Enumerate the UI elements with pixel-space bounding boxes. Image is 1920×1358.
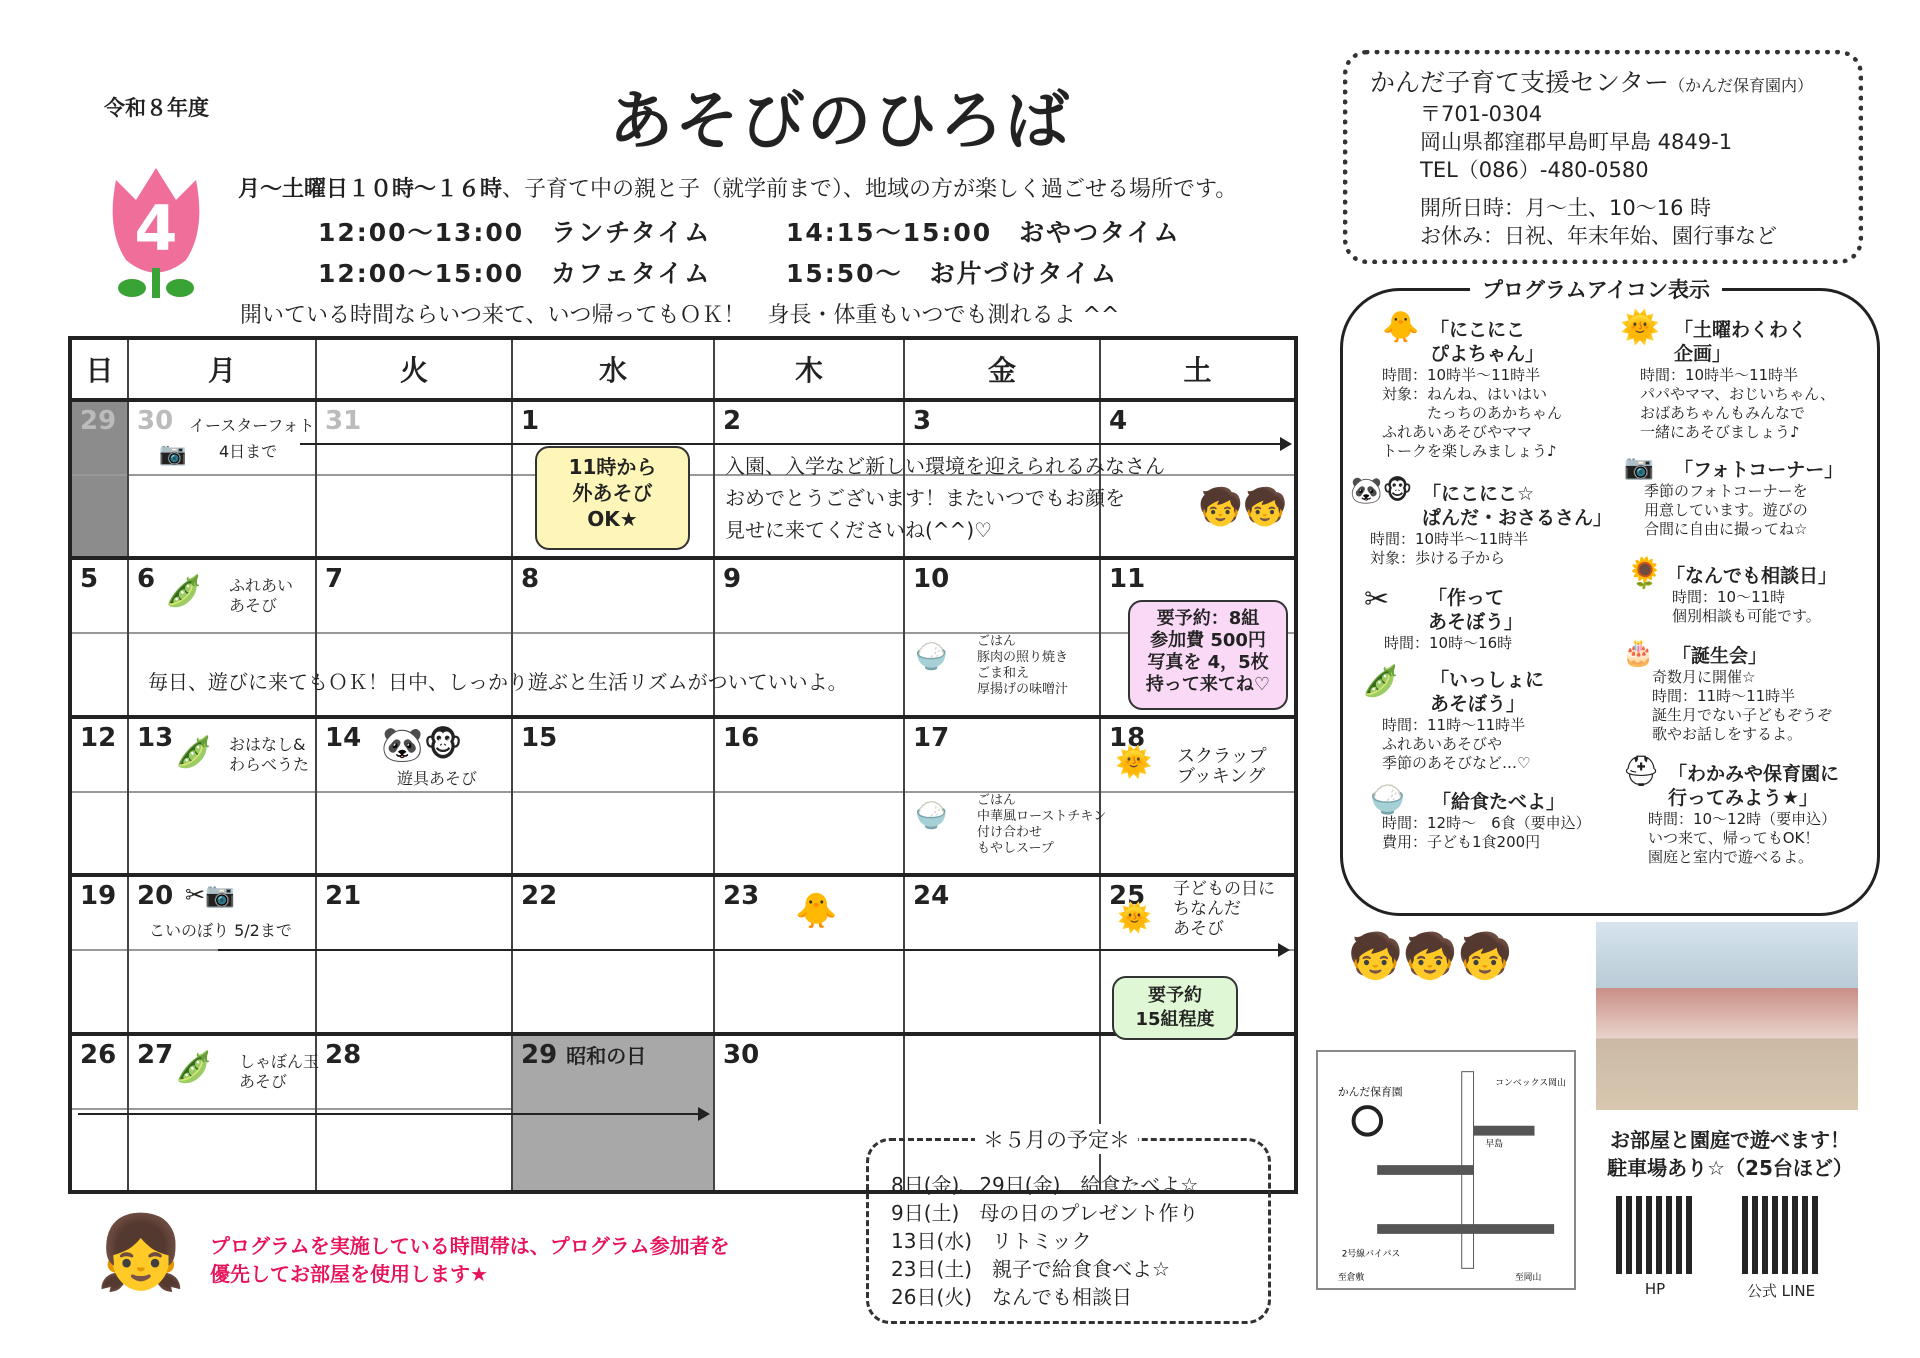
day-cell: 26 <box>70 1034 128 1192</box>
day-cell: 10 🍚 ごはん 豚肉の照り焼き ごま和え 厚揚げの味噌汁 <box>904 558 1100 716</box>
center-sub: （かんだ保育園内） <box>1669 76 1814 95</box>
day-cell: 13 おはなし& わらべうた 🫛 <box>128 717 316 875</box>
fureai-label: ふれあい あそび <box>229 576 294 616</box>
day-cell: 29 昭和の日 <box>512 1034 714 1192</box>
menu-0417: ごはん 中華風ローストチキン 付け合わせ もやしスープ <box>977 792 1107 856</box>
scissors-camera-icon: ✂📷 <box>185 881 235 910</box>
may-item: 13日(水) リトミック <box>891 1229 1092 1253</box>
day-cell: 16 <box>714 717 904 875</box>
day-cell: 5 <box>70 558 128 716</box>
easter-until: 4日まで <box>219 442 278 461</box>
nursery-photo <box>1596 922 1858 1110</box>
map-okayama: 至岡山 <box>1514 1273 1542 1284</box>
weekday-header: 金 <box>904 338 1100 400</box>
photo-caption: お部屋と園庭で遊べます！ 駐車場あり☆（25台ほど） <box>1607 1128 1853 1180</box>
sun-icon: 🌞 <box>1620 308 1660 346</box>
rice-bowl-icon: 🍚 <box>915 642 948 673</box>
map-road: 2号線バイパス <box>1341 1249 1401 1260</box>
may-item: 9日(土) 母の日のプレゼント作り <box>891 1201 1199 1225</box>
day-cell: 24 <box>904 875 1100 1033</box>
program-item: ⛑ 「わかみや保育園に 行ってみよう★」 時間：10～12時（要申込） いつ来て、帰ってもOK！ 園庭と室内で遊べるよ。 <box>1622 754 1840 866</box>
center-name: かんだ子育て支援センター <box>1370 68 1670 97</box>
reserve-15-bubble: 要予約 15組程度 <box>1112 976 1238 1040</box>
hat-icon: ⛑ <box>1622 754 1661 789</box>
day-cell: 20 ✂📷 こいのぼり 5/2まで <box>128 875 316 1033</box>
hp-qr-code[interactable] <box>1616 1196 1694 1274</box>
outdoor-bubble: 11時から 外あそび OK★ <box>535 446 690 550</box>
day-cell: 23 🐥 <box>714 875 904 1033</box>
day-cell: 3 <box>904 400 1100 558</box>
map-conv: コンベックス岡山 <box>1495 1078 1566 1089</box>
qr-label-hp: HP <box>1644 1280 1666 1298</box>
day-cell: 1 <box>512 400 714 558</box>
center-open: 開所日時：月～土、10～16 時 <box>1420 196 1712 220</box>
day-cell: 31 <box>316 400 512 558</box>
program-item: 📷 「フォトコーナー」 季節のフォトコーナーを 用意しています。遊びの 合間に自由に撮ってね☆ <box>1624 453 1844 538</box>
chick-icon: 🐥 <box>1382 310 1420 345</box>
program-item: 🫛 「いっしょに あそぼう」 時間：11時～11時半 ふれあいあそびや 季節のあそびなど…♡ <box>1362 664 1545 772</box>
daily-message: 毎日、遊びに来てもＯＫ！日中、しっかり遊ぶと生活リズムがついていいよ。 <box>148 670 848 694</box>
center-info-box <box>1343 50 1863 264</box>
line-qr-code[interactable] <box>1742 1196 1820 1274</box>
may-schedule-box <box>866 1138 1271 1324</box>
map-kurashiki: 至倉敷 <box>1337 1273 1365 1284</box>
may-item: 23日(土) 親子で給食食べよ☆ <box>891 1257 1170 1281</box>
access-map <box>1316 1050 1576 1290</box>
koinobori-arrow <box>218 949 1288 951</box>
tulip-month-icon <box>96 150 216 300</box>
day-cell: 11 <box>1100 558 1296 716</box>
day-cell: 25 🌞 子どもの日に ちなんだ あそび <box>1100 875 1296 1033</box>
children-icon: 🧒🧒 <box>1198 487 1288 528</box>
sunflower-icon: 🌻 <box>1626 556 1664 591</box>
program-item: 🐥 「にこにこ ぴよちゃん」 時間：10時半～11時半 対象：ねんね、はいはい たっちのあかちゃん ふれあいあそびやママ トークを楽しみましょう♪ <box>1382 310 1563 460</box>
toy-play: 遊具あそび <box>397 768 478 788</box>
program-item: 🐼🐵 「にこにこ☆ ぱんだ・おさるさん」 時間：10時半～11時半 対象：歩ける子から <box>1350 476 1613 567</box>
center-closed: お休み：日祝、年末年始、園行事など <box>1420 224 1777 248</box>
intro-desc: 、子育て中の親と子（就学前まで）、地域の方が楽しく過ごせる場所です。 <box>502 177 1238 202</box>
day-cell: 15 <box>512 717 714 875</box>
easter-photo: イースターフォト <box>189 416 315 435</box>
edamame-icon: 🫛 <box>165 574 203 610</box>
day-cell: 29 <box>70 400 128 558</box>
program-item: 🍚 「給食たべよ」 時間：12時～ 6食（要申込） 費用：子ども1食200円 <box>1370 783 1591 851</box>
camera-icon: 📷 <box>159 442 187 467</box>
program-item: 🌞 「土曜わくわく 企画」 時間：10時半～11時半 パパやママ、おじいちゃん、 おばあちゃんもみんなで 一緒にあそびましょう♪ <box>1620 308 1836 441</box>
page-title: あそびのひろば <box>609 84 1071 159</box>
cafe-time: 12:00～15:00 カフェタイム <box>318 259 712 288</box>
panda-monkey-icon: 🐼🐵 <box>1350 476 1413 506</box>
edamame-icon: 🫛 <box>175 1049 213 1085</box>
day-cell: 27 🫛 しゃぼん玉 あそび <box>128 1034 316 1192</box>
day-cell: 22 <box>512 875 714 1033</box>
day-cell: 4 <box>1100 400 1296 558</box>
edamame-icon: 🫛 <box>1362 664 1400 699</box>
day-cell: 2 <box>714 400 904 558</box>
weekday-header: 月 <box>128 338 316 400</box>
playground-kids-icon: 🧒🧒🧒 <box>1348 931 1513 982</box>
edamame-icon: 🫛 <box>175 734 213 770</box>
rice-bowl-icon: 🍚 <box>1370 783 1405 816</box>
showa-day: 昭和の日 <box>566 1043 647 1068</box>
day-cell: 30 イースターフォト 4日まで 📷 <box>128 400 316 558</box>
shabon-arrow <box>78 1113 708 1115</box>
scrapbooking: スクラップ ブッキング <box>1177 745 1267 787</box>
photo-reserve-bubble: 要予約：8組 参加費 500円 写真を 4，5枚 持って来てね♡ <box>1128 600 1288 710</box>
weekday-header: 火 <box>316 338 512 400</box>
koinobori-label: こいのぼり 5/2まで <box>149 921 292 941</box>
scissors-icon: ✂ <box>1364 582 1390 617</box>
day-cell: 18 🌞 スクラップ ブッキング <box>1100 717 1296 875</box>
day-cell: 7 <box>316 558 512 716</box>
program-item: ✂ 「作って あそぼう」 時間：10時～16時 <box>1364 582 1524 652</box>
program-priority-note: プログラムを実施している時間帯は、プログラム参加者を 優先してお部屋を使用します★ <box>210 1234 730 1286</box>
weekday-header: 木 <box>714 338 904 400</box>
fiscal-year: 令和８年度 <box>104 96 209 120</box>
weekday-header: 日 <box>70 338 128 400</box>
qr-label-line: 公式 LINE <box>1746 1282 1816 1300</box>
weekday-header: 水 <box>512 338 714 400</box>
day-cell: 30 <box>714 1034 904 1192</box>
center-address: 岡山県都窪郡早島町早島 4849-1 <box>1420 130 1733 154</box>
shabon-label: しゃぼん玉 あそび <box>239 1051 320 1091</box>
kodomo-label: 子どもの日に ちなんだ あそび <box>1173 879 1275 940</box>
program-icons-title: プログラムアイコン表示 <box>1470 274 1722 304</box>
day-cell: 8 <box>512 558 714 716</box>
month-number: 4 <box>134 192 178 265</box>
camera-icon: 📷 <box>1624 453 1654 481</box>
weekday-header: 土 <box>1100 338 1296 400</box>
teacher-girl-icon: 👧 <box>96 1210 186 1294</box>
day-cell: 19 <box>70 875 128 1033</box>
cleanup-time: 15:50～ お片づけタイム <box>786 259 1119 288</box>
cake-icon: 🎂 <box>1622 638 1655 668</box>
day-cell: 9 <box>714 558 904 716</box>
menu-0410: ごはん 豚肉の照り焼き ごま和え 厚揚げの味噌汁 <box>977 634 1069 698</box>
chick-icon: 🐥 <box>795 891 838 932</box>
day-cell: 14 🐼🐵 遊具あそび <box>316 717 512 875</box>
anytime-note: 開いている時間ならいつ来て、いつ帰ってもＯＫ！ 身長・体重もいつでも測れるよ ^^ <box>240 303 1120 328</box>
day-cell: 28 <box>316 1034 512 1192</box>
center-zip: 〒701-0304 <box>1420 102 1543 126</box>
map-hayashima: 早島 <box>1485 1139 1504 1150</box>
program-item: 🎂 「誕生会」 奇数月に開催☆ 時間：11時～11時半 誕生月でない子どもぞうぞ 歌やお話しをするよ。 <box>1622 638 1833 743</box>
panda-monkey-icon: 🐼🐵 <box>381 724 463 765</box>
welcome-message: 入園、入学など新しい環境を迎えられるみなさん おめでとうございます！またいつでもお顔を 見せに来てくださいね(^^)♡ <box>725 454 1165 542</box>
day-cell: 21 <box>316 875 512 1033</box>
program-item: 🌻 「なんでも相談日」 時間：10～11時 個別相談も可能です。 <box>1626 556 1838 625</box>
may-item: 26日(火) なんでも相談日 <box>891 1285 1133 1309</box>
intro-text <box>238 172 1237 203</box>
may-item: 8日(金)、29日(金) 給食たべよ☆ <box>891 1173 1199 1197</box>
ohanashi-label: おはなし& わらべうた <box>229 734 310 774</box>
rice-bowl-icon: 🍚 <box>915 800 948 831</box>
easter-arrow <box>300 443 1290 445</box>
intro-hours: 月～土曜日１０時～１６時 <box>238 177 503 202</box>
day-cell: 6 ふれあい あそび 🫛 <box>128 558 316 716</box>
center-tel: TEL（086）-480-0580 <box>1420 158 1649 182</box>
day-cell: 17 🍚 ごはん 中華風ローストチキン 付け合わせ もやしスープ <box>904 717 1100 875</box>
map-nursery: かんだ保育園 <box>1337 1085 1403 1099</box>
sun-icon: 🌞 <box>1117 901 1152 935</box>
lunch-time: 12:00～13:00 ランチタイム <box>318 218 712 247</box>
sun-icon: 🌞 <box>1115 744 1153 780</box>
may-schedule-title: ＊５月の予定＊ <box>975 1124 1138 1154</box>
snack-time: 14:15～15:00 おやつタイム <box>786 218 1181 247</box>
day-cell: 12 <box>70 717 128 875</box>
